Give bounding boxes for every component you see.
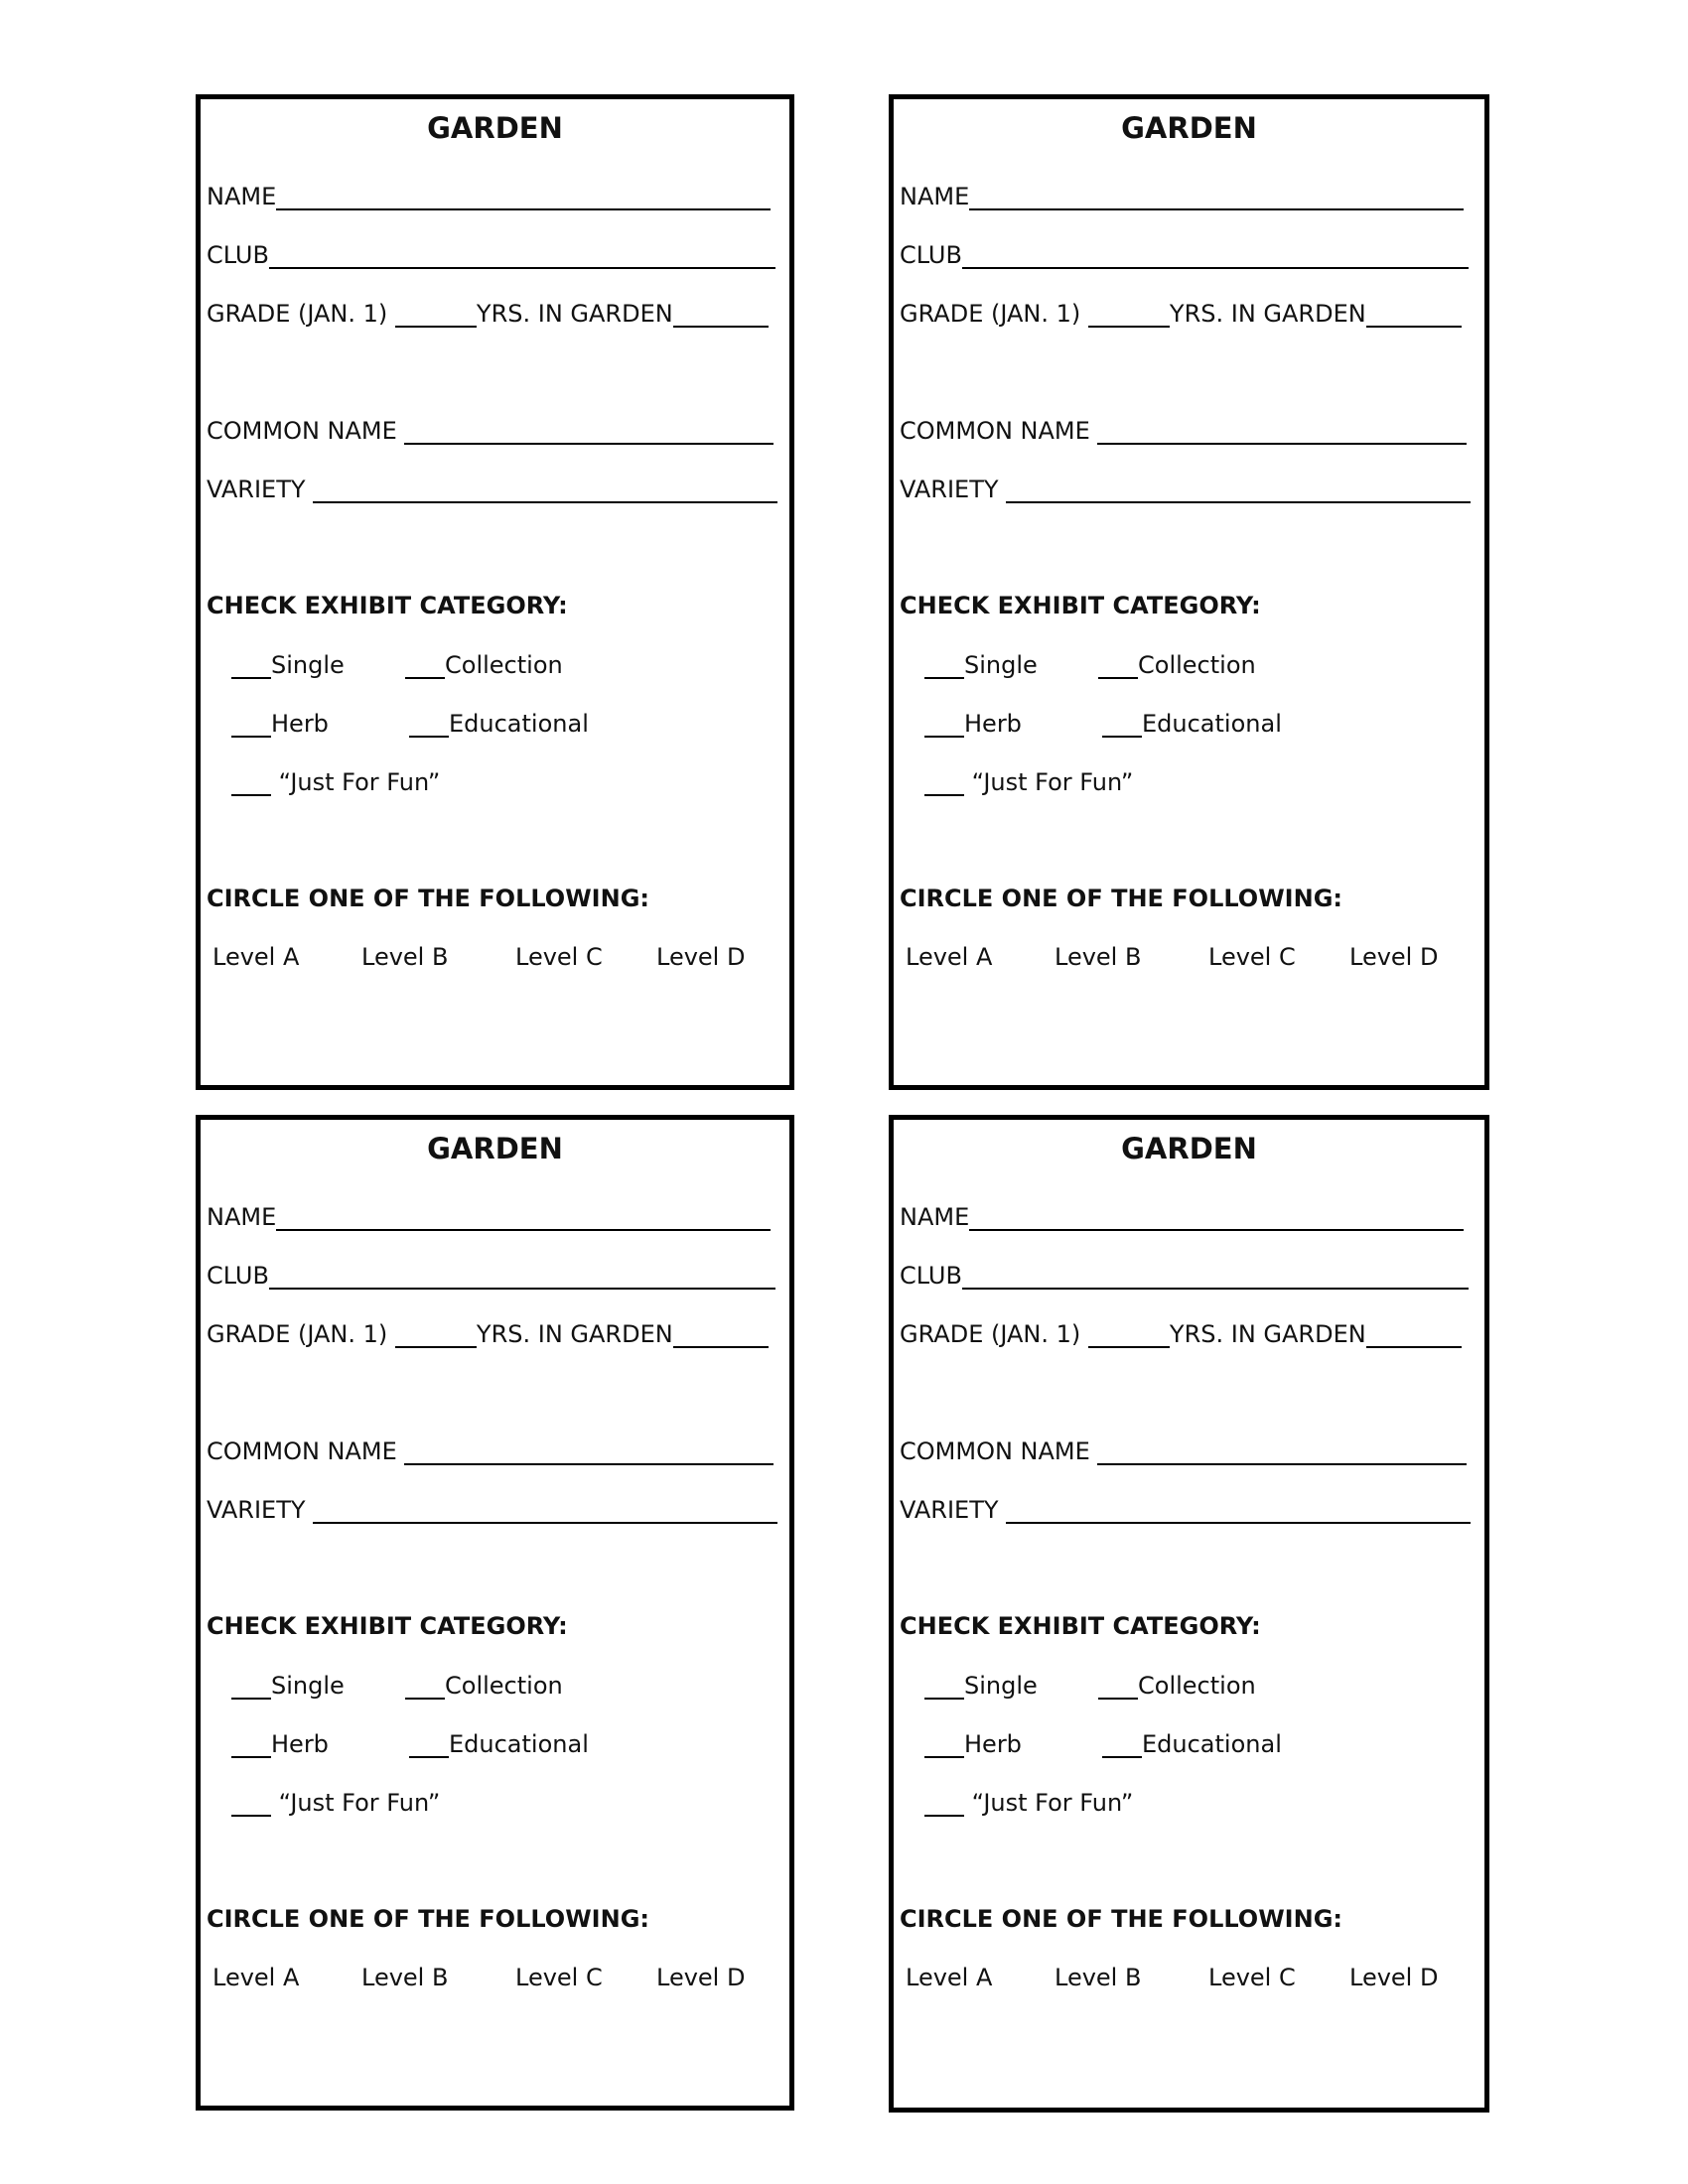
club-label: CLUB: [207, 241, 269, 269]
variety-field[interactable]: [900, 1495, 1471, 1524]
level-option[interactable]: Level B: [361, 1964, 449, 1991]
category-educational[interactable]: [1102, 1729, 1282, 1758]
name-line[interactable]: [276, 182, 771, 210]
entry-card: [196, 94, 794, 1090]
check-blank[interactable]: [924, 709, 964, 738]
category-label: Educational: [449, 1730, 589, 1758]
name-field[interactable]: [900, 1202, 1464, 1231]
grade-label: GRADE (JAN. 1): [207, 1320, 388, 1348]
check-blank[interactable]: [405, 1671, 445, 1700]
check-blank[interactable]: [409, 709, 449, 738]
check-blank[interactable]: [231, 709, 271, 738]
grade-line[interactable]: [1088, 1319, 1170, 1348]
category-label: Herb: [271, 1730, 329, 1758]
variety-field[interactable]: [207, 1495, 777, 1524]
category-just-for-fun[interactable]: [924, 767, 1133, 796]
years-line[interactable]: [1366, 1319, 1462, 1348]
card-title: GARDEN: [1121, 1132, 1257, 1165]
name-field[interactable]: [207, 182, 771, 210]
check-blank[interactable]: [924, 1671, 964, 1700]
level-option[interactable]: Level B: [1055, 1964, 1142, 1991]
check-blank[interactable]: [405, 650, 445, 679]
level-option[interactable]: Level D: [1349, 943, 1439, 971]
category-label: “Just For Fun”: [971, 1789, 1134, 1817]
check-blank[interactable]: [231, 650, 271, 679]
check-blank[interactable]: [231, 1729, 271, 1758]
category-label: Herb: [964, 1730, 1022, 1758]
common-name-line[interactable]: [404, 416, 774, 445]
category-label: Educational: [449, 710, 589, 738]
grade-label: GRADE (JAN. 1): [900, 300, 1081, 328]
category-label: Single: [271, 1672, 345, 1700]
name-line[interactable]: [969, 182, 1464, 210]
level-option[interactable]: Level A: [906, 943, 993, 971]
card-title: GARDEN: [427, 111, 563, 145]
category-label: “Just For Fun”: [278, 768, 441, 796]
category-label: Single: [964, 1672, 1038, 1700]
grade-years-field[interactable]: [900, 1319, 1462, 1348]
check-blank[interactable]: [924, 1729, 964, 1758]
club-label: CLUB: [900, 1262, 962, 1290]
common-name-field[interactable]: [207, 1436, 774, 1465]
grade-line[interactable]: [1088, 299, 1170, 328]
check-blank[interactable]: [231, 767, 271, 796]
entry-card: [196, 1115, 794, 2111]
check-blank[interactable]: [231, 1671, 271, 1700]
category-heading: CHECK EXHIBIT CATEGORY:: [207, 592, 568, 619]
variety-label: VARIETY: [900, 1496, 999, 1524]
club-line[interactable]: [269, 1261, 775, 1290]
category-collection[interactable]: [405, 1671, 563, 1700]
name-field[interactable]: [207, 1202, 771, 1231]
name-label: NAME: [900, 183, 970, 210]
category-collection[interactable]: [1098, 650, 1256, 679]
variety-line[interactable]: [313, 475, 777, 503]
grade-label: GRADE (JAN. 1): [900, 1320, 1081, 1348]
circle-heading: CIRCLE ONE OF THE FOLLOWING:: [207, 1905, 649, 1933]
category-label: “Just For Fun”: [971, 768, 1134, 796]
years-label: YRS. IN GARDEN: [476, 300, 673, 328]
category-label: Herb: [964, 710, 1022, 738]
name-label: NAME: [207, 1203, 277, 1231]
club-line[interactable]: [269, 240, 775, 269]
common-name-field[interactable]: [900, 416, 1467, 445]
grade-label: GRADE (JAN. 1): [207, 300, 388, 328]
check-blank[interactable]: [1098, 1671, 1138, 1700]
circle-heading: CIRCLE ONE OF THE FOLLOWING:: [900, 1905, 1342, 1933]
category-label: Collection: [445, 1672, 563, 1700]
years-label: YRS. IN GARDEN: [1169, 300, 1366, 328]
entry-card: [889, 94, 1489, 1090]
common-name-line[interactable]: [1097, 416, 1467, 445]
circle-heading: CIRCLE ONE OF THE FOLLOWING:: [900, 885, 1342, 912]
level-option[interactable]: Level D: [1349, 1964, 1439, 1991]
years-line[interactable]: [673, 1319, 769, 1348]
club-field[interactable]: [900, 240, 1469, 269]
club-line[interactable]: [962, 1261, 1469, 1290]
level-option[interactable]: Level C: [1208, 1964, 1296, 1991]
category-educational[interactable]: [409, 1729, 589, 1758]
category-herb[interactable]: [924, 1729, 1022, 1758]
category-label: Educational: [1142, 710, 1282, 738]
variety-label: VARIETY: [207, 476, 306, 503]
name-field[interactable]: [900, 182, 1464, 210]
grade-years-field[interactable]: [207, 299, 769, 328]
years-label: YRS. IN GARDEN: [476, 1320, 673, 1348]
category-single[interactable]: [231, 1671, 345, 1700]
category-label: Single: [271, 651, 345, 679]
common-name-label: COMMON NAME: [900, 1437, 1090, 1465]
category-herb[interactable]: [231, 1729, 329, 1758]
variety-label: VARIETY: [207, 1496, 306, 1524]
variety-field[interactable]: [900, 475, 1471, 503]
check-blank[interactable]: [1102, 709, 1142, 738]
category-just-for-fun[interactable]: [231, 1788, 440, 1817]
club-line[interactable]: [962, 240, 1469, 269]
level-option[interactable]: Level A: [212, 943, 300, 971]
level-option[interactable]: Level C: [515, 1964, 603, 1991]
category-label: Single: [964, 651, 1038, 679]
common-name-label: COMMON NAME: [207, 1437, 397, 1465]
category-label: Collection: [1138, 651, 1256, 679]
category-collection[interactable]: [1098, 1671, 1256, 1700]
category-label: Collection: [1138, 1672, 1256, 1700]
grade-years-field[interactable]: [900, 299, 1462, 328]
check-blank[interactable]: [924, 650, 964, 679]
years-label: YRS. IN GARDEN: [1169, 1320, 1366, 1348]
common-name-field[interactable]: [207, 416, 774, 445]
category-label: Collection: [445, 651, 563, 679]
name-line[interactable]: [969, 1202, 1464, 1231]
club-field[interactable]: [900, 1261, 1469, 1290]
category-educational[interactable]: [409, 709, 589, 738]
variety-field[interactable]: [207, 475, 777, 503]
check-blank[interactable]: [231, 1788, 271, 1817]
name-label: NAME: [900, 1203, 970, 1231]
category-single[interactable]: [924, 650, 1038, 679]
entry-card: [889, 1115, 1489, 2113]
level-option[interactable]: Level A: [212, 1964, 300, 1991]
name-label: NAME: [207, 183, 277, 210]
category-label: Herb: [271, 710, 329, 738]
years-line[interactable]: [673, 299, 769, 328]
level-option[interactable]: Level D: [656, 943, 746, 971]
category-single[interactable]: [924, 1671, 1038, 1700]
level-option[interactable]: Level B: [1055, 943, 1142, 971]
name-line[interactable]: [276, 1202, 771, 1231]
club-field[interactable]: [207, 1261, 775, 1290]
common-name-line[interactable]: [1097, 1436, 1467, 1465]
category-label: Educational: [1142, 1730, 1282, 1758]
level-option[interactable]: Level B: [361, 943, 449, 971]
circle-heading: CIRCLE ONE OF THE FOLLOWING:: [207, 885, 649, 912]
level-option[interactable]: Level D: [656, 1964, 746, 1991]
club-field[interactable]: [207, 240, 775, 269]
club-label: CLUB: [207, 1262, 269, 1290]
category-just-for-fun[interactable]: [231, 767, 440, 796]
check-blank[interactable]: [409, 1729, 449, 1758]
category-collection[interactable]: [405, 650, 563, 679]
category-single[interactable]: [231, 650, 345, 679]
common-name-label: COMMON NAME: [900, 417, 1090, 445]
variety-line[interactable]: [1006, 1495, 1471, 1524]
category-educational[interactable]: [1102, 709, 1282, 738]
category-herb[interactable]: [231, 709, 329, 738]
grade-line[interactable]: [395, 1319, 477, 1348]
variety-line[interactable]: [1006, 475, 1471, 503]
variety-label: VARIETY: [900, 476, 999, 503]
grade-line[interactable]: [395, 299, 477, 328]
level-option[interactable]: Level C: [1208, 943, 1296, 971]
variety-line[interactable]: [313, 1495, 777, 1524]
check-blank[interactable]: [924, 1788, 964, 1817]
category-heading: CHECK EXHIBIT CATEGORY:: [900, 1612, 1261, 1640]
level-option[interactable]: Level C: [515, 943, 603, 971]
common-name-field[interactable]: [900, 1436, 1467, 1465]
check-blank[interactable]: [1102, 1729, 1142, 1758]
check-blank[interactable]: [924, 767, 964, 796]
card-title: GARDEN: [427, 1132, 563, 1165]
category-just-for-fun[interactable]: [924, 1788, 1133, 1817]
common-name-label: COMMON NAME: [207, 417, 397, 445]
check-blank[interactable]: [1098, 650, 1138, 679]
level-option[interactable]: Level A: [906, 1964, 993, 1991]
category-heading: CHECK EXHIBIT CATEGORY:: [207, 1612, 568, 1640]
club-label: CLUB: [900, 241, 962, 269]
category-herb[interactable]: [924, 709, 1022, 738]
category-label: “Just For Fun”: [278, 1789, 441, 1817]
card-title: GARDEN: [1121, 111, 1257, 145]
common-name-line[interactable]: [404, 1436, 774, 1465]
years-line[interactable]: [1366, 299, 1462, 328]
grade-years-field[interactable]: [207, 1319, 769, 1348]
category-heading: CHECK EXHIBIT CATEGORY:: [900, 592, 1261, 619]
